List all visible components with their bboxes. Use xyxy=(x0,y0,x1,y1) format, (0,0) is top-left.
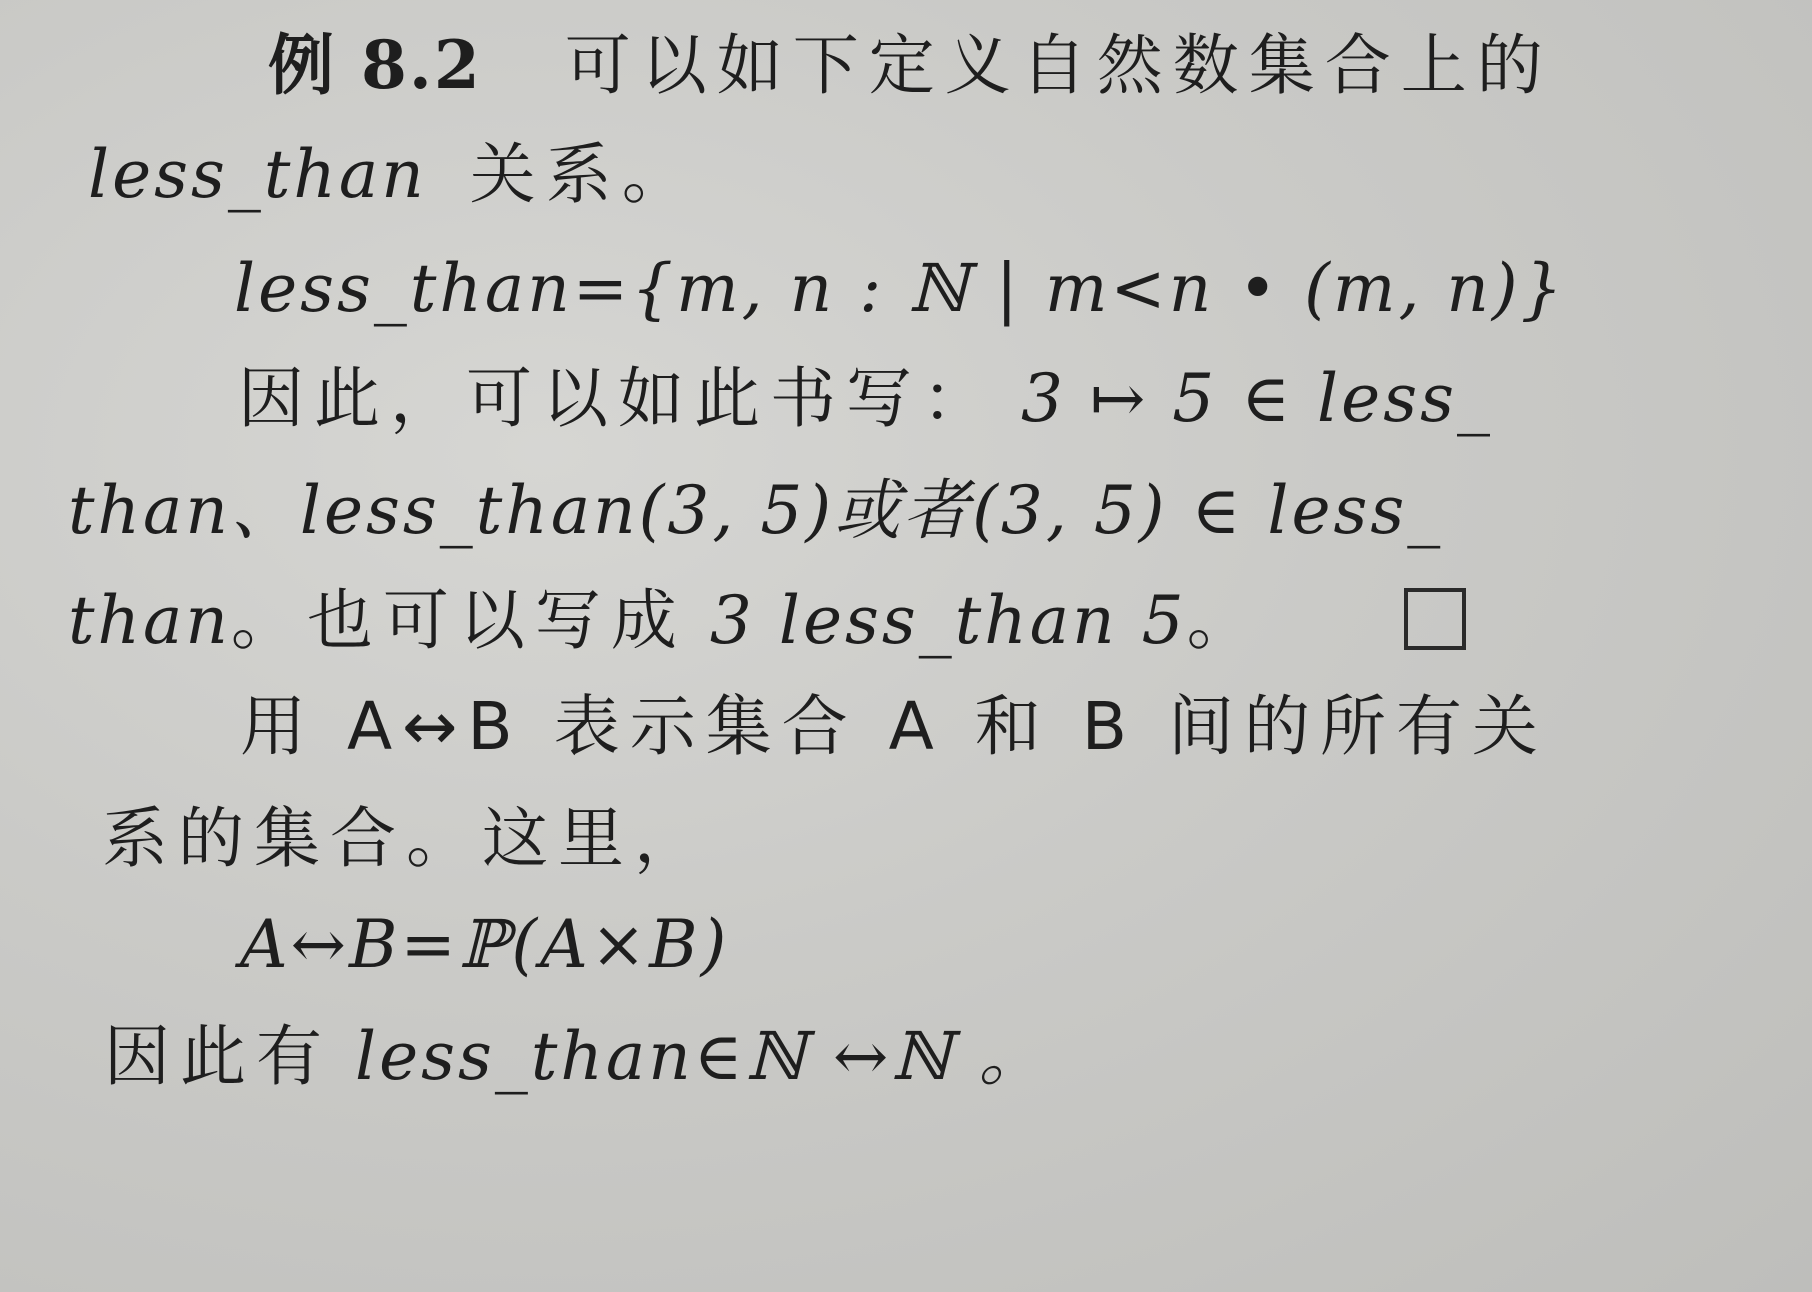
relation-formula: A↔B=ℙ(A×B) xyxy=(240,906,730,983)
example-line6 xyxy=(68,582,1263,659)
conclusion-chinese: 因此有 xyxy=(104,1018,332,1095)
line6-term: than xyxy=(68,582,231,659)
example-line4 xyxy=(238,360,1493,437)
relation-line1: 用 A↔B 表示集合 A 和 B 间的所有关 xyxy=(240,688,1549,765)
relation-line2: 系的集合。这里， xyxy=(102,800,710,877)
example-intro-line2 xyxy=(88,136,698,213)
relation-conclusion xyxy=(104,1018,1048,1095)
example-heading xyxy=(268,26,1553,104)
line6-end: 。 xyxy=(1186,582,1263,659)
example-line5: than、less_than(3, 5)或者(3, 5) ∈ less_ xyxy=(68,472,1444,549)
line4-chinese: 因此，可以如此书写： xyxy=(238,360,998,437)
line4-math: 3 ↦ 5 ∈ less_ xyxy=(1020,360,1493,437)
conclusion-math: less_than∈ℕ ↔ℕ 。 xyxy=(354,1018,1048,1095)
end-of-example-mark xyxy=(1404,588,1466,650)
line6-chinese: 。也可以写成 xyxy=(230,582,687,659)
less-than-term: less_than xyxy=(88,136,427,213)
relation-word: 关系。 xyxy=(469,136,698,213)
example-intro-line1: 可以如下定义自然数集合上的 xyxy=(564,27,1553,104)
less-than-definition: less_than={m, n : ℕ | m<n • (m, n)} xyxy=(234,250,1566,327)
line6-math: 3 less_than 5 xyxy=(709,582,1187,659)
example-label: 例 8.2 xyxy=(268,26,482,104)
